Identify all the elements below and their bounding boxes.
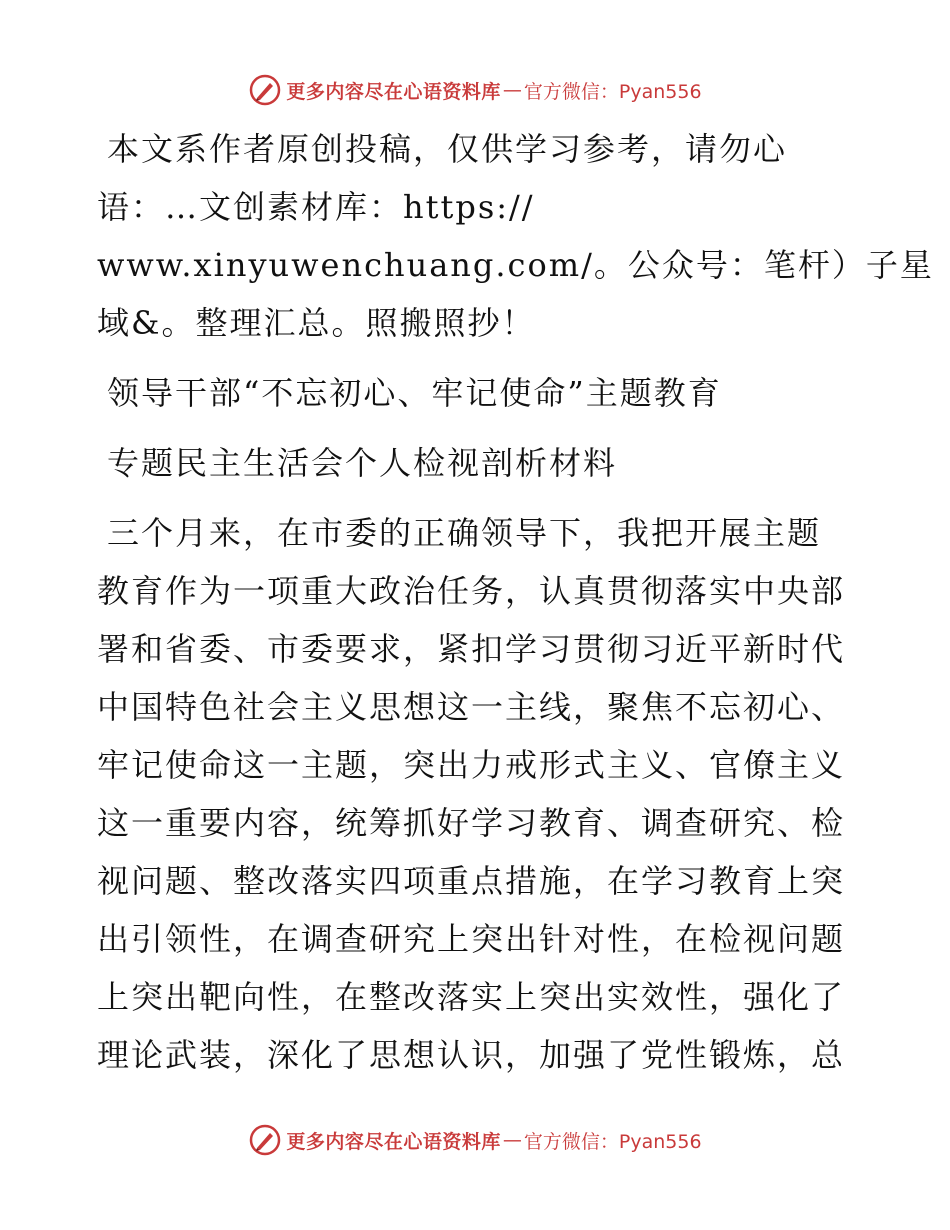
body-line: 这一重要内容，统筹抓好学习教育、调查研究、检 [97,804,846,842]
banner-contact-text: 官方微信：Pyan556 [523,1130,702,1153]
title-line: 专题民主生活会个人检视剖析材料 [107,444,618,482]
intro-line: 本文系作者原创投稿，仅供学习参考，请勿心 [107,130,788,168]
intro-line: 语：…文创素材库：https:// [97,188,535,226]
footer-watermark-banner [0,1120,950,1160]
body-line: 教育作为一项重大政治任务，认真贯彻落实中央部 [97,572,846,610]
banner-contact-text: 官方微信：Pyan556 [523,80,702,103]
body-line: 三个月来，在市委的正确领导下，我把开展主题 [107,514,822,552]
document-body [97,120,934,1084]
title-line: 领导干部“不忘初心、牢记使命”主题教育 [107,374,722,412]
body-line: 牢记使命这一主题，突出力戒形式主义、官僚主义 [97,746,846,784]
body-line: 出引领性，在调查研究上突出针对性，在检视问题 [97,920,846,958]
body-line: 上突出靶向性，在整改落实上突出实效性，强化了 [97,978,846,1016]
body-line: 视问题、整改落实四项重点措施，在学习教育上突 [97,862,846,900]
header-watermark-banner [0,70,950,110]
body-line: 署和省委、市委要求，紧扣学习贯彻习近平新时代 [97,630,846,668]
intro-line: 域&。整理汇总。照搬照抄！ [97,304,536,342]
banner-separator: — [502,79,522,101]
pen-logo-icon [248,1123,282,1157]
banner-main-text: 更多内容尽在心语资料库 [286,1130,501,1153]
pen-logo-icon [248,73,282,107]
body-line: 理论武装，深化了思想认识，加强了党性锻炼，总 [97,1036,846,1074]
intro-line: www.xinyuwenchuang.com/。公众号：笔杆）子星 [97,246,934,284]
banner-separator: — [502,1129,522,1151]
banner-main-text: 更多内容尽在心语资料库 [286,80,501,103]
body-line: 中国特色社会主义思想这一主线，聚焦不忘初心、 [97,688,846,726]
